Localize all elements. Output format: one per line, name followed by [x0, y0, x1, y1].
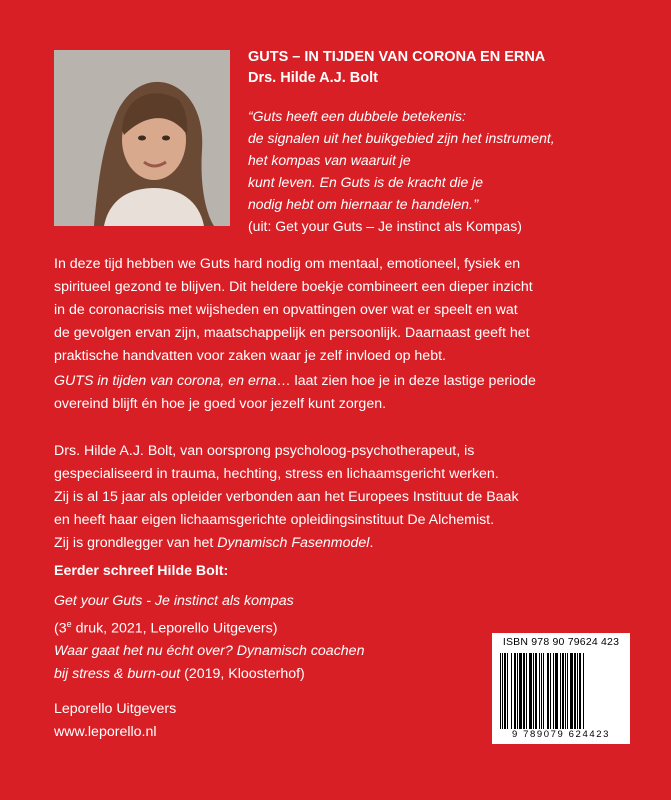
barcode-bar	[523, 653, 525, 729]
barcode-bar	[553, 653, 554, 729]
quote-line: de signalen uit het buikgebied zijn het instrument,	[248, 130, 555, 146]
book-1-publisher: druk, 2021, Leporello Uitgevers)	[71, 620, 278, 637]
isbn-label: ISBN 978 90 79624 423	[502, 636, 620, 648]
barcode-bar	[535, 653, 537, 729]
bio-last-line	[54, 532, 654, 555]
intro-line: In deze tijd hebben we Guts hard nodig om mentaal, emotioneel, fysiek en	[54, 256, 521, 272]
book-title-strong: GUTS	[248, 49, 289, 65]
barcode-bars	[500, 653, 622, 729]
barcode-bar	[555, 653, 558, 729]
summary-line-1	[54, 370, 654, 393]
barcode-bar	[541, 653, 542, 729]
intro-line: spiritueel gezond te blijven. Dit heldere boekje combineert een dieper inzicht	[54, 279, 533, 295]
book-1-edition-sup: e	[66, 619, 72, 629]
barcode-bar	[565, 653, 566, 729]
barcode-bar	[514, 653, 516, 729]
quote-line: “Guts heeft een dubbele betekenis:	[248, 108, 466, 124]
barcode-bar	[562, 653, 564, 729]
barcode-bar	[529, 653, 532, 729]
bio-line: Zij is al 15 jaar als opleider verbonden aan het Europees Instituut de Baak	[54, 489, 519, 505]
barcode-bar	[550, 653, 551, 729]
barcode-bar	[577, 653, 578, 729]
barcode-bar	[560, 653, 561, 729]
book-2-details: (2019, Kloosterhof)	[180, 666, 305, 682]
bio-line: Drs. Hilde A.J. Bolt, van oorsprong psycholoog-psychotherapeut, is	[54, 443, 475, 459]
summary-paragraph	[54, 370, 654, 416]
summary-line-1-rest: … laat zien hoe je in deze lastige periode	[276, 373, 536, 389]
intro-line: praktische handvatten voor zaken waar je zelf invloed op hebt.	[54, 348, 446, 364]
bio-last-prefix: Zij is grondlegger van het	[54, 535, 218, 551]
isbn-barcode	[492, 633, 630, 744]
barcode-bar	[502, 653, 503, 729]
quote-source: (uit: Get your Guts – Je instinct als Kompas)	[248, 218, 522, 234]
quote-line: het kompas van waaruit je	[248, 152, 411, 168]
barcode-bar	[511, 653, 512, 729]
intro-paragraph	[54, 253, 654, 368]
barcode-bar	[533, 653, 534, 729]
book-2-title-line-1: Waar gaat het nu écht over? Dynamisch coachen	[54, 643, 365, 659]
quote-block	[248, 105, 555, 237]
publisher-url: www.leporello.nl	[54, 724, 157, 740]
barcode-bar	[570, 653, 573, 729]
barcode-bar	[579, 653, 581, 729]
author-portrait-image	[54, 50, 230, 226]
author-photo	[54, 50, 230, 226]
summary-line-2: overeind blijft én hoe je goed voor jezelf kunt zorgen.	[54, 396, 387, 412]
barcode-bar	[500, 653, 501, 729]
barcode-bar	[543, 653, 544, 729]
book-2-title-line-2: bij stress & burn-out	[54, 666, 181, 682]
barcode-bar	[583, 653, 584, 729]
barcode-bar	[567, 653, 568, 729]
book-author: Drs. Hilde A.J. Bolt	[248, 70, 378, 86]
barcode-bar	[526, 653, 527, 729]
summary-title: GUTS in tijden van corona, en erna	[54, 373, 277, 389]
bio-line: en heeft haar eigen lichaamsgerichte opleidingsinstituut De Alchemist.	[54, 512, 495, 528]
barcode-bar	[519, 653, 522, 729]
barcode-bar	[504, 653, 506, 729]
bio-paragraph	[54, 440, 654, 555]
bio-model-name: Dynamisch Fasenmodel	[217, 535, 370, 551]
earlier-heading: Eerder schreef Hilde Bolt:	[54, 563, 229, 579]
book-title	[248, 47, 545, 68]
quote-line: nodig hebt om hiernaar te handelen.’’	[248, 196, 479, 212]
book-1-title: Get your Guts - Je instinct als kompas	[54, 593, 294, 609]
barcode-bar	[517, 653, 518, 729]
barcode-bar	[547, 653, 549, 729]
book-header	[248, 47, 545, 89]
intro-line: in de coronacrisis met wijsheden en opvattingen over wat er speelt en wat	[54, 302, 518, 318]
publisher-name: Leporello Uitgevers	[54, 701, 177, 717]
intro-line: de gevolgen ervan zijn, maatschappelijk en persoonlijk. Daarnaast geeft het	[54, 325, 530, 341]
barcode-digits: 9 789079 624423	[512, 729, 610, 740]
book-title-rest: – IN TIJDEN VAN CORONA EN ERNA	[288, 49, 546, 65]
bio-line: gespecialiseerd in trauma, hechting, stress en lichaamsgericht werken.	[54, 466, 499, 482]
barcode-bar	[574, 653, 576, 729]
book-1-edition: (3	[54, 620, 67, 637]
barcode-bar	[539, 653, 540, 729]
barcode-bar	[507, 653, 508, 729]
bio-last-suffix: .	[369, 535, 374, 551]
quote-line: kunt leven. En Guts is de kracht die je	[248, 174, 484, 190]
